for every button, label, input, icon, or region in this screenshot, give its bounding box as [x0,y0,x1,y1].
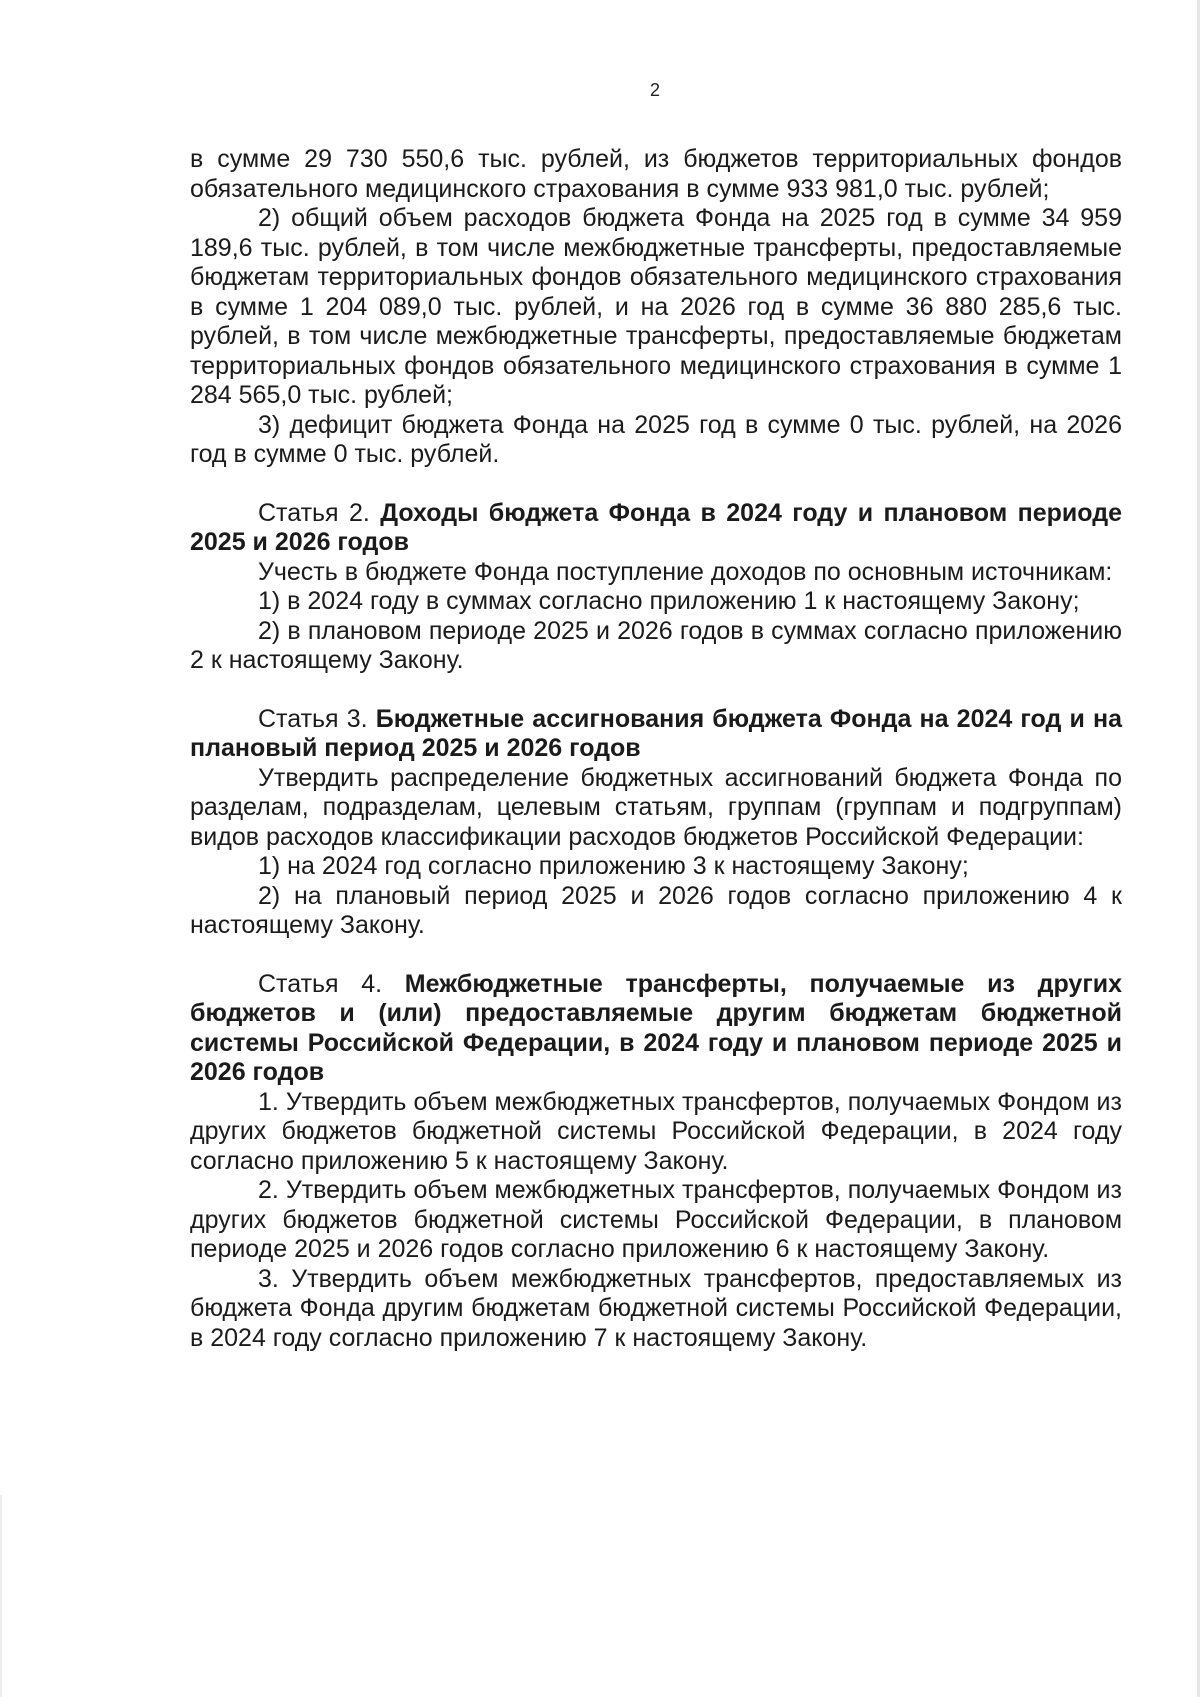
paragraph-continuation: в сумме 29 730 550,6 тыс. рублей, из бюджетов территориальных фондов обязательного медицинского страхования в сумме 933 981,0 тыс. рублей; [190,145,1122,203]
article-label: Статья 4. [258,969,405,998]
paragraph: 1) на 2024 год согласно приложению 3 к настоящему Закону; [258,852,969,880]
paragraph: Учесть в бюджете Фонда поступление доходов по основным источникам: [258,557,1113,586]
article-4-heading [190,970,1122,1088]
page-number: 2 [649,80,660,100]
scan-edge-left [0,1495,2,1697]
article-title: Межбюджетные трансферты, получаемые из других бюджетов и (или) предоставляемые другим бюджетам бюджетной системы Российской Федерации, в 2024 году и плановом периоде 2025 и 2026 годов [190,969,1122,1086]
article-label: Статья 2. [258,498,381,527]
article-3-heading [190,705,1122,764]
paragraph-deficit: 3) дефицит бюджета Фонда на 2025 год в сумме 0 тыс. рублей, на 2026 год в сумме 0 тыс. рублей. [190,410,1122,468]
article-title: Доходы бюджета Фонда в 2024 году и плановом периоде 2025 и 2026 годов [190,498,1122,556]
paragraph: 2) на плановый период 2025 и 2026 годов согласно приложению 4 к настоящему Закону. [190,881,1122,939]
article-title: Бюджетные ассигнования бюджета Фонда на 2024 год и на плановый период 2025 и 2026 годов [190,704,1122,762]
paragraph: 1) в 2024 году в суммах согласно приложению 1 к настоящему Закону; [258,587,1080,615]
paragraph: Утвердить распределение бюджетных ассигнований бюджета Фонда по разделам, подразделам, целевым статьям, группам (группам и подгруппам) видов расходов классификации расходов бюджетов Российской Федерации: [190,763,1122,851]
article-2-heading [190,499,1122,558]
paragraph: 1. Утвердить объем межбюджетных трансфертов, получаемых Фондом из других бюджетов бюджетной системы Российской Федерации, в 2024 году согласно приложению 5 к настоящему Закону. [190,1087,1122,1175]
paragraph: 2. Утвердить объем межбюджетных трансфертов, получаемых Фондом из других бюджетов бюджетной системы Российской Федерации, в плановом периоде 2025 и 2026 годов согласно приложению 6 к настоящему Закону. [190,1176,1122,1263]
paragraph: 2) в плановом периоде 2025 и 2026 годов в суммах согласно приложению 2 к настоящему Закону. [190,616,1122,674]
document-body [190,145,1122,1353]
article-label: Статья 3. [258,704,376,733]
paragraph: 3. Утвердить объем межбюджетных трансфертов, предоставляемых из бюджета Фонда другим бюджетам бюджетной системы Российской Федерации, в 2024 году согласно приложению 7 к настоящему Закону. [190,1264,1122,1352]
paragraph-expenditures: 2) общий объем расходов бюджета Фонда на 2025 год в сумме 34 959 189,6 тыс. рублей, в том числе межбюджетные трансферты, предоставляемые бюджетам территориальных фондов обязательного медицинского страхования в сумме 1 204 089,0 тыс. рублей, и на 2026 год в сумме 36 880 285,6 тыс. рублей, в том числе межбюджетные трансферты, предоставляемые бюджетам территориальных фондов обязательного медицинского страхования в сумме 1 284 565,0 тыс. рублей; [190,204,1122,409]
